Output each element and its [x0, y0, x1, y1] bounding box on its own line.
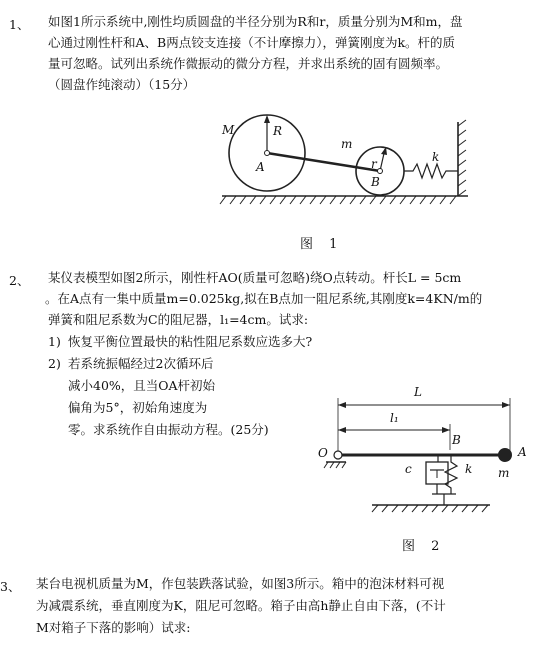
problem-2-number: 2、 [9, 273, 30, 288]
problem-2-line-3: 弹簧和阻尼系数为C的阻尼器，l₁=4cm。试求: [48, 312, 309, 327]
problem-2-item-2-line-2: 减小40%，且当OA杆初始 [68, 378, 216, 393]
problem-2-item-2-line-4: 零。求系统作自由振动方程。(25分) [68, 422, 269, 437]
problem-2-item-2-index: 2) [48, 356, 61, 371]
figure-2-label-O: O [318, 446, 328, 460]
figure-2-label-c: c [405, 462, 412, 476]
figure-2-label-A: A [518, 445, 527, 459]
problem-2-item-1-index: 1) [48, 334, 61, 349]
problem-2-item-2-line-3: 偏角为5°，初始角速度为 [68, 400, 208, 415]
figure-2-label-m: m [498, 466, 510, 480]
problem-2-item-2-line-1: 若系统振幅经过2次循环后 [68, 356, 214, 371]
problem-2-line-1: 某仪表模型如图2所示，刚性杆AO(质量可忽略)绕O点转动。杆长L = 5cm [48, 270, 462, 285]
problem-2-item-1-line-1: 恢复平衡位置最快的粘性阻尼系数应选多大? [68, 334, 313, 349]
problem-3-line-1: 某台电视机质量为M，作包装跌落试验，如图3所示。箱中的泡沫材料可视 [36, 576, 445, 591]
figure-2-label-l1: l₁ [390, 411, 399, 425]
figure-1-label-A: A [256, 160, 265, 174]
figure-1-label-M: M [222, 123, 235, 137]
figure-2-label-k: k [465, 462, 473, 476]
problem-1-line-2: 心通过刚性杆和A、B两点铰支连接（不计摩擦力），弹簧刚度为k。杆的质 [48, 35, 456, 50]
figure-2-label-L: L [414, 385, 422, 399]
figure-2-label-B: B [452, 433, 461, 447]
problem-3-line-2: 为减震系统，垂直刚度为K，阻尼可忽略。箱子由高h静止自由下落，(不计 [36, 598, 446, 613]
problem-1-line-4: （圆盘作纯滚动）（15分） [48, 77, 196, 92]
figure-1-label-m: m [341, 137, 353, 151]
figure-1-label-R: R [273, 124, 283, 138]
problem-1-line-3: 量可忽略。试列出系统作微振动的微分方程，并求出系统的固有圆频率。 [48, 56, 449, 71]
figure-2-caption: 图 2 [402, 539, 446, 554]
problem-1-line-1: 如图1所示系统中,刚性均质圆盘的半径分别为R和r，质量分别为M和m，盘 [48, 14, 463, 29]
figure-1-caption: 图 1 [300, 237, 344, 252]
problem-2-line-2: 。在A点有一集中质量m=0.025kg,拟在B点加一阻尼系统,其刚度k=4KN/m的 [45, 291, 483, 306]
problem-1-number: 1、 [9, 17, 30, 32]
figure-1-label-k: k [432, 150, 440, 164]
figure-1-label-B: B [371, 175, 380, 189]
problem-3-line-3: M对箱子下落的影响）试求: [36, 620, 191, 635]
figure-1-label-r: r [371, 157, 377, 171]
problem-3-number: 3、 [0, 579, 21, 594]
